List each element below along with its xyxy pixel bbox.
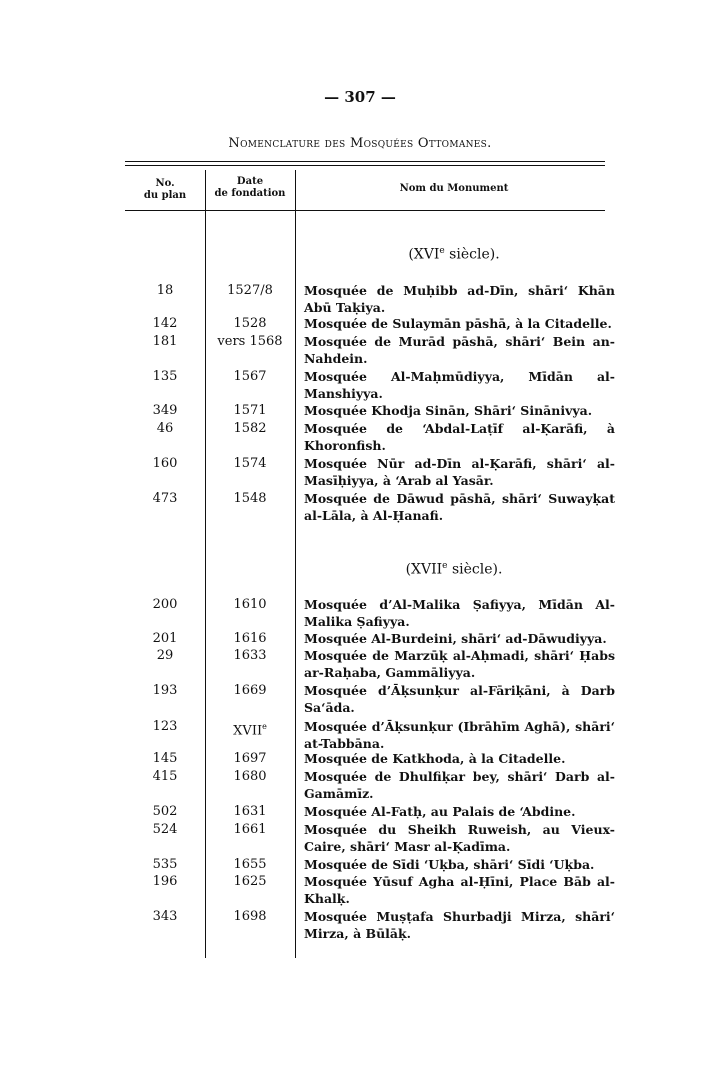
plan-number: 135 bbox=[152, 369, 178, 384]
foundation-date: 1669 bbox=[233, 683, 267, 698]
plan-number: 142 bbox=[152, 316, 178, 331]
monument-name: Mosquée Khodja Sinān, Shāri‘ Sinānivya. bbox=[304, 403, 593, 418]
foundation-date: vers 1568 bbox=[217, 334, 283, 349]
monument-name: Mosquée de Marzūḳ al-Aḥmadi, shāri‘ Ḥabs ar-Raḥaba, Gammāliyya. bbox=[304, 648, 615, 680]
monument-name: Mosquée Al-Fatḥ, au Palais de ‘Abdine. bbox=[304, 804, 576, 819]
plan-number: 160 bbox=[152, 456, 178, 471]
foundation-date: 1574 bbox=[233, 456, 267, 471]
foundation-date: 1610 bbox=[233, 597, 267, 612]
top-rule bbox=[125, 161, 605, 162]
plan-number: 46 bbox=[156, 421, 174, 436]
foundation-date: 1697 bbox=[233, 751, 267, 766]
monument-name: Mosquée de Dāwud pāshā, shāri‘ Suwayḳat al-Lāla, à Al-Ḥanafi. bbox=[304, 491, 615, 523]
foundation-date: 1680 bbox=[233, 769, 267, 784]
header-date: Date de fondation bbox=[214, 176, 286, 199]
monument-name: Mosquée Nūr ad-Dīn al-Ḳarāfi, shāri‘ al-Masīḥiyya, à ‘Arab al Yasār. bbox=[304, 456, 615, 488]
plan-number: 349 bbox=[152, 403, 178, 418]
plan-number: 29 bbox=[156, 648, 174, 663]
header-rule bbox=[125, 210, 605, 211]
plan-number: 473 bbox=[152, 491, 178, 506]
monument-name: Mosquée d’Āḳsunḳur (Ibrāhīm Aghā), shāri‘ at-Tabbāna. bbox=[304, 719, 615, 751]
header-no: No. du plan bbox=[143, 178, 187, 201]
monument-name: Mosquée d’Āḳsunḳur al-Fāriḳāni, à Darb Sa‘āda. bbox=[304, 683, 615, 715]
plan-number: 196 bbox=[152, 874, 178, 889]
plan-number: 535 bbox=[152, 857, 178, 872]
monument-name: Mosquée de Katkhoda, à la Citadelle. bbox=[304, 751, 566, 766]
monument-name: Mosquée Muṣṭafa Shurbadji Mirza, shāri‘ Mirza, à Būlāḳ. bbox=[304, 909, 615, 941]
foundation-date: 1567 bbox=[233, 369, 267, 384]
section-heading: (XVIIe siècle). bbox=[405, 561, 503, 578]
plan-number: 193 bbox=[152, 683, 178, 698]
column-divider-1 bbox=[205, 170, 206, 958]
monument-name: Mosquée de Dhulfiḳar bey, shāri‘ Darb al-Gamāmīz. bbox=[304, 769, 615, 801]
monument-name: Mosquée Yūsuf Agha al-Ḥīni, Place Bāb al-Khalḳ. bbox=[304, 874, 615, 906]
foundation-date: 1527/8 bbox=[227, 283, 273, 298]
monument-name: Mosquée de Sīdi ‘Uḳba, shāri‘ Sīdi ‘Uḳba. bbox=[304, 857, 595, 872]
plan-number: 200 bbox=[152, 597, 178, 612]
monument-name: Mosquée du Sheikh Ruweish, au Vieux-Caire, shāri‘ Masr al-Ḳadīma. bbox=[304, 822, 615, 854]
header-name: Nom du Monument bbox=[399, 183, 509, 194]
monument-name: Mosquée Al-Maḥmūdiyya, Mīdān al-Manshiyya. bbox=[304, 369, 615, 401]
foundation-date: XVIIe bbox=[233, 722, 267, 739]
section-heading: (XVIe siècle). bbox=[408, 246, 500, 263]
monument-name: Mosquée de Murād pāshā, shāri‘ Bein an-Nahdein. bbox=[304, 334, 615, 366]
plan-number: 145 bbox=[152, 751, 178, 766]
plan-number: 343 bbox=[152, 909, 178, 924]
foundation-date: 1616 bbox=[233, 631, 267, 646]
foundation-date: 1548 bbox=[233, 491, 267, 506]
foundation-date: 1582 bbox=[233, 421, 267, 436]
foundation-date: 1655 bbox=[233, 857, 267, 872]
page-number: — 307 — bbox=[324, 88, 396, 106]
plan-number: 18 bbox=[156, 283, 174, 298]
monument-name: Mosquée d’Al-Malika Ṣafiyya, Mīdān Al-Malika Ṣafiyya. bbox=[304, 597, 615, 629]
foundation-date: 1661 bbox=[233, 822, 267, 837]
plan-number: 502 bbox=[152, 804, 178, 819]
foundation-date: 1528 bbox=[233, 316, 267, 331]
foundation-date: 1625 bbox=[233, 874, 267, 889]
monument-name: Mosquée de Sulaymān pāshā, à la Citadelle. bbox=[304, 316, 612, 331]
foundation-date: 1633 bbox=[233, 648, 267, 663]
page-title: Nomenclature des Mosquées Ottomanes. bbox=[228, 136, 492, 151]
foundation-date: 1571 bbox=[233, 403, 267, 418]
top-rule-inner bbox=[125, 165, 605, 166]
plan-number: 524 bbox=[152, 822, 178, 837]
plan-number: 201 bbox=[152, 631, 178, 646]
foundation-date: 1631 bbox=[233, 804, 267, 819]
monument-name: Mosquée de ‘Abdal-Laṭīf al-Ḳarāfi, à Khoronfish. bbox=[304, 421, 615, 453]
plan-number: 181 bbox=[152, 334, 178, 349]
plan-number: 123 bbox=[152, 719, 178, 734]
monument-name: Mosquée Al-Burdeini, shāri‘ ad-Dāwudiyya. bbox=[304, 631, 607, 646]
foundation-date: 1698 bbox=[233, 909, 267, 924]
plan-number: 415 bbox=[152, 769, 178, 784]
monument-name: Mosquée de Muḥibb ad-Dīn, shāri‘ Khān Abū Taḳiya. bbox=[304, 283, 615, 315]
